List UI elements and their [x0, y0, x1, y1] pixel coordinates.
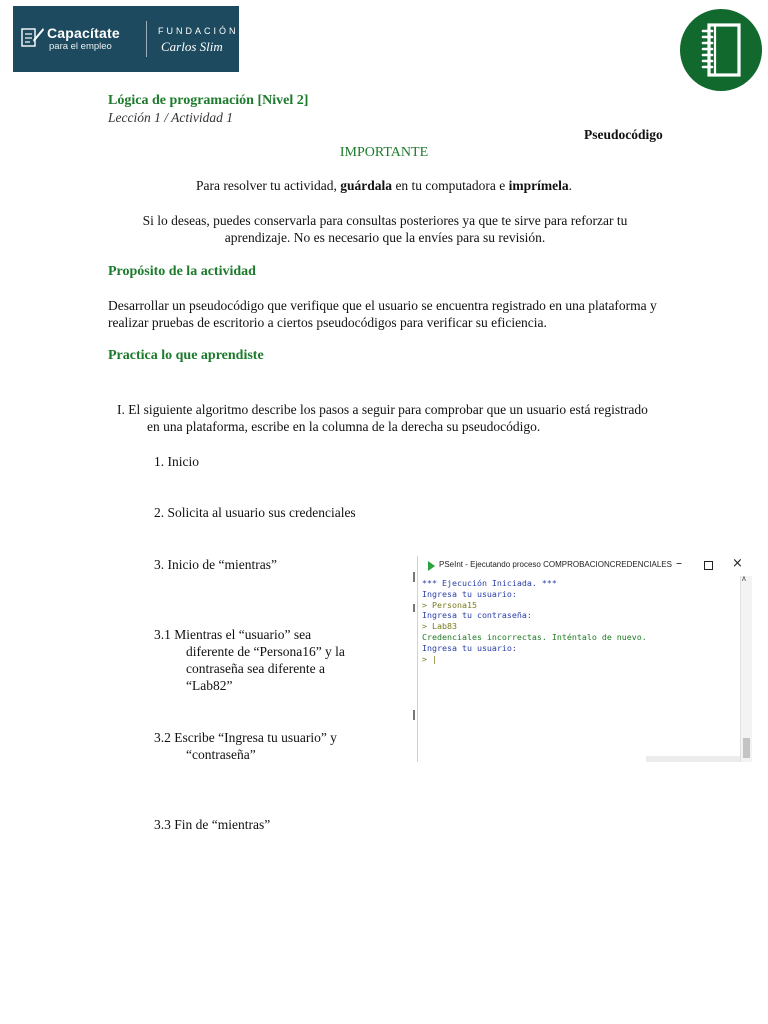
section-purpose-title: Propósito de la actividad	[108, 264, 256, 279]
console-line: Ingresa tu usuario:	[422, 642, 517, 653]
step-3: 3. Inicio de “mientras”	[154, 557, 277, 572]
logo-tagline: para el empleo	[49, 41, 112, 52]
logo-foundation-name: Carlos Slim	[161, 39, 223, 54]
importante-heading: IMPORTANTE	[339, 145, 429, 160]
minimize-button[interactable]: –	[676, 556, 682, 570]
vertical-scrollbar[interactable]	[740, 576, 752, 762]
notebook-icon	[679, 8, 763, 92]
purpose-text: Desarrollar un pseudocódigo que verifique que el usuario se encuentra registrado en una plataforma y realizar pruebas de escritorio a ciertos pseudocódigos para verificar su eficiencia.	[108, 298, 657, 330]
console-line: *** Ejecución Iniciada. ***	[422, 578, 557, 588]
close-button[interactable]: ×	[732, 556, 743, 571]
logo-banner	[13, 6, 239, 72]
horizontal-scrollbar[interactable]	[646, 756, 740, 762]
scroll-up-icon[interactable]: ∧	[741, 574, 747, 583]
console-title: PSeInt - Ejecutando proceso COMPROBACIONCREDENCIALES	[439, 560, 672, 569]
console-line: Ingresa tu contraseña:	[422, 610, 532, 621]
keep-paragraph: Si lo deseas, puedes conservarla para consultas posteriores ya que te sirve para reforzar tu aprendizaje. No es necesario que la envíes para su revisión.	[142, 213, 628, 245]
step-2: 2. Solicita al usuario sus credenciales	[154, 505, 356, 520]
save-print-paragraph: Para resolver tu actividad, guárdala en tu computadora e imprímela.	[195, 178, 573, 193]
instruction-text: I. El siguiente algoritmo describe los pasos a seguir para comprobar que un usuario está registrado en una plataforma, escribe en la columna de la derecha su pseudocódigo.	[117, 402, 648, 434]
play-icon	[428, 561, 435, 571]
console-line: > Lab83	[422, 621, 457, 632]
step-3-3: 3.3 Fin de “mientras”	[154, 817, 271, 832]
section-practice-title: Practica lo que aprendiste	[108, 348, 264, 363]
logo-divider	[146, 21, 147, 57]
maximize-button[interactable]	[704, 561, 713, 570]
pseudocode-column-heading: Pseudocódigo	[584, 127, 663, 142]
step-3-2: 3.2 Escribe “Ingresa tu usuario” y “contraseña”	[154, 730, 337, 762]
step-1: 1. Inicio	[154, 454, 199, 469]
console-output[interactable]	[422, 578, 740, 664]
logo-brand: Capacítate	[47, 25, 120, 41]
console-line: Ingresa tu usuario:	[422, 588, 517, 599]
console-line: > Persona15	[422, 599, 477, 610]
console-title-bar	[418, 556, 752, 576]
lesson-label: Lección 1 / Actividad 1	[108, 110, 233, 125]
scrollbar-thumb[interactable]	[743, 738, 750, 758]
checklist-icon	[21, 26, 45, 48]
logo-foundation: FUNDACIÓN	[158, 26, 239, 36]
pseint-console-window	[417, 556, 752, 762]
console-line: > |	[422, 653, 437, 664]
step-3-1: 3.1 Mientras el “usuario” sea diferente de “Persona16” y la contraseña sea diferente a “Lab82”	[154, 627, 345, 693]
console-line: Credenciales incorrectas. Inténtalo de nuevo.	[422, 631, 647, 642]
course-title: Lógica de programación [Nivel 2]	[108, 93, 309, 108]
